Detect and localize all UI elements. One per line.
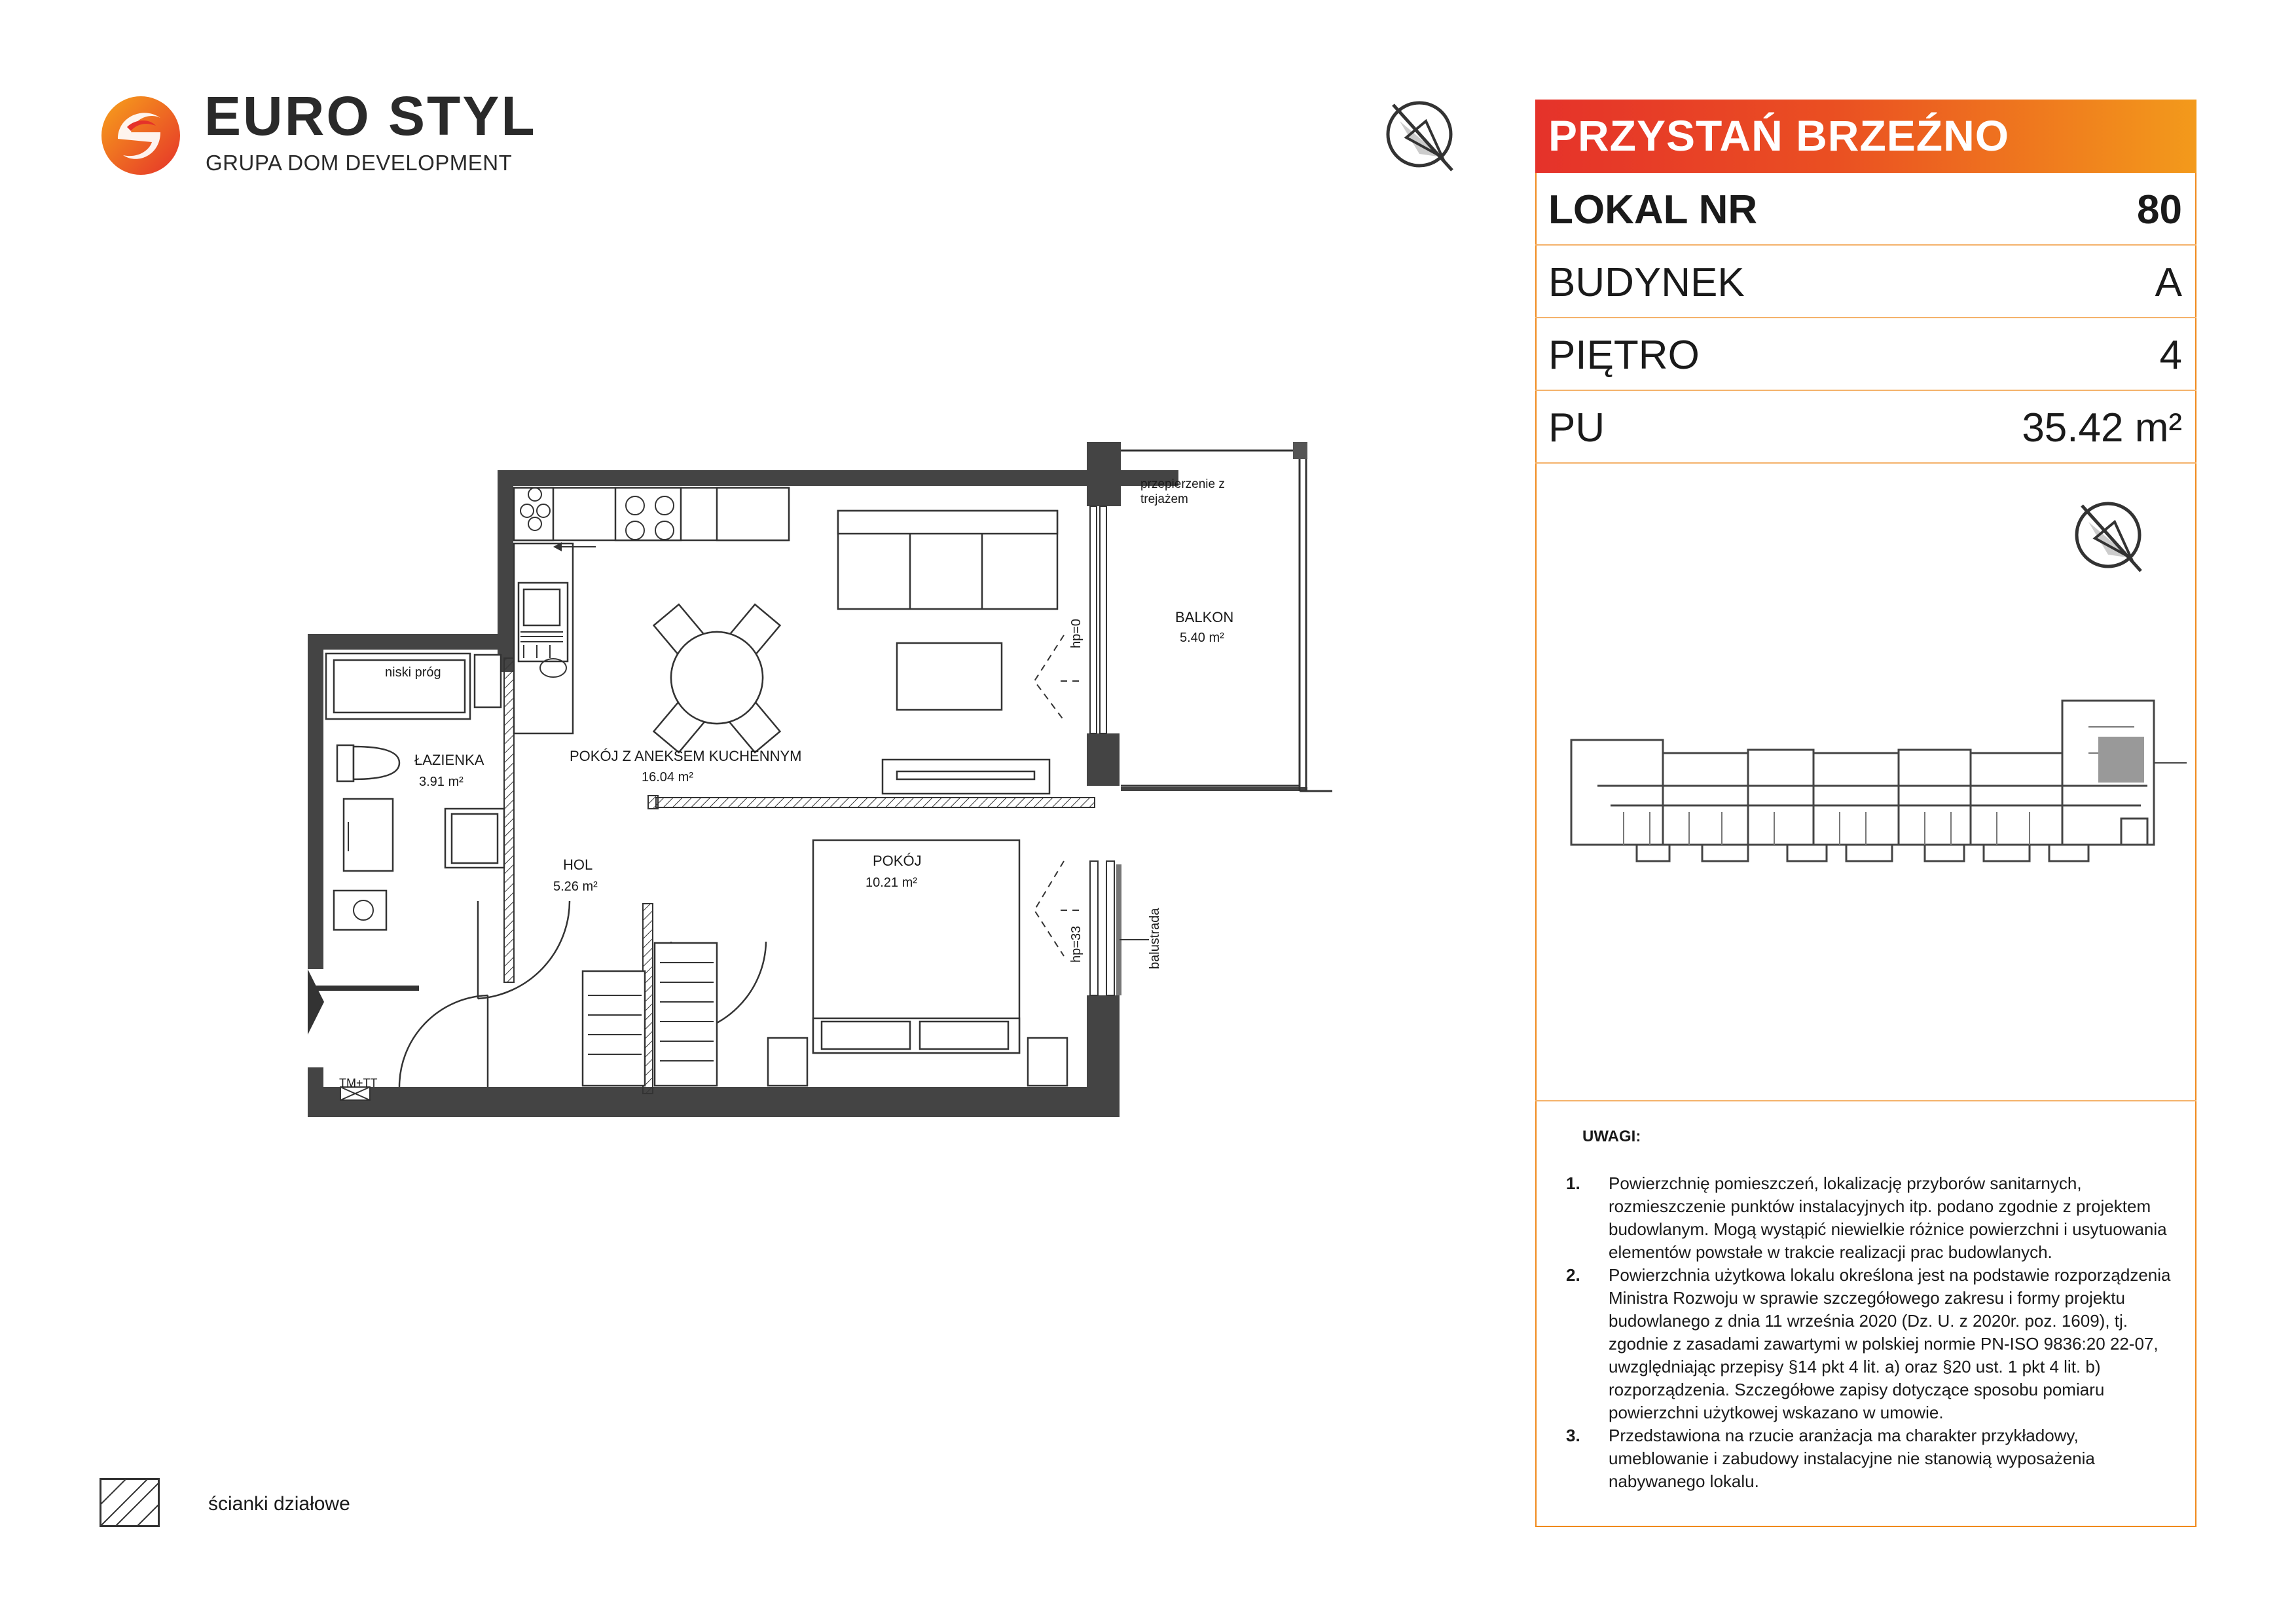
note-line: Powierzchnia użytkowa lokalu określona jest na podstawie rozporządzenia xyxy=(1609,1265,2171,1285)
note-line: Ministra Rozwoju w sprawie szczegółowego zakresu i formy projektu xyxy=(1609,1288,2125,1308)
panel-divider xyxy=(1535,1100,2196,1101)
note-line: zgodnie z zasadami zawartymi w polskiej normie PN-ISO 9836:20 22-07, xyxy=(1609,1334,2159,1354)
note-number: 2. xyxy=(1566,1265,1580,1285)
info-label-budynek: BUDYNEK xyxy=(1548,260,1745,305)
annotation-tm: TM+TT xyxy=(339,1077,378,1090)
note-line: uwzględniając przepisy §14 pkt 4 lit. a) oraz §20 ust. 1 pkt 4 lit. b) xyxy=(1609,1357,2101,1376)
note-line: umeblowanie i zabudowy instalacyjne nie stanowią wyposażenia xyxy=(1609,1449,2095,1468)
note-line: Powierzchnię pomieszczeń, lokalizację przyborów sanitarnych, xyxy=(1609,1173,2082,1193)
annotation-balustrada: balustrada xyxy=(1148,908,1162,969)
note-line: budowlanym. Mogą wystąpić niewielkie różnice powierzchni i usytuowania xyxy=(1609,1219,2167,1239)
note-number: 3. xyxy=(1566,1426,1580,1445)
room-area: 3.91 m² xyxy=(419,775,464,789)
brand-logo-icon xyxy=(98,93,183,178)
note-line: budowlanego z dnia 11 września 2020 (Dz. U. z 2020r. poz. 1609), tj. xyxy=(1609,1311,2128,1331)
room-label: POKÓJ xyxy=(873,853,922,869)
note-text xyxy=(1609,1264,2185,1424)
legend-label: ścianki działowe xyxy=(208,1493,350,1515)
info-value-budynek: A xyxy=(2155,260,2182,305)
info-value-lokal: 80 xyxy=(2137,187,2182,232)
info-label-lokal: LOKAL NR xyxy=(1548,187,1758,232)
annotation-hp0: hp=0 xyxy=(1069,618,1084,648)
info-row-pietro xyxy=(1535,318,2196,391)
note-line: Przedstawiona na rzucie aranżacja ma charakter przykładowy, xyxy=(1609,1426,2079,1445)
annotation-niski-prog: niski próg xyxy=(385,665,441,680)
notes-title: UWAGI: xyxy=(1582,1128,1641,1145)
note-text xyxy=(1609,1424,2185,1493)
room-area: 5.26 m² xyxy=(553,879,598,894)
info-row-budynek xyxy=(1535,246,2196,318)
note-line: elementów powstałe w trakcie realizacji prac budowlanych. xyxy=(1609,1242,2052,1262)
info-label-pu: PU xyxy=(1548,405,1605,451)
room-area: 5.40 m² xyxy=(1180,631,1224,645)
annotation-hp33: hp=33 xyxy=(1069,925,1084,963)
room-label: ŁAZIENKA xyxy=(414,752,484,768)
info-value-pietro: 4 xyxy=(2159,333,2182,378)
room-label: POKÓJ Z ANEKSEM KUCHENNYM xyxy=(570,748,802,764)
note-line: powierzchni użytkowej wskazano w umowie. xyxy=(1609,1403,1944,1422)
info-value-pu: 35.42 m² xyxy=(2022,405,2182,451)
room-label: HOL xyxy=(563,857,593,873)
project-title: PRZYSTAŃ BRZEŹNO xyxy=(1548,111,2010,160)
building-key-plan xyxy=(1558,688,2187,897)
info-row-lokal xyxy=(1535,173,2196,246)
annotation-przepierzenie: przepierzenie z xyxy=(1140,477,1225,491)
info-row-pu xyxy=(1535,391,2196,464)
note-line: rozporządzenia. Szczegółowe zapisy dotyczące sposobu pomiaru xyxy=(1609,1380,2105,1399)
annotation-trejazem: trejażem xyxy=(1140,492,1188,506)
room-area: 16.04 m² xyxy=(642,770,693,784)
note-text xyxy=(1609,1172,2185,1264)
brand-subtitle: GRUPA DOM DEVELOPMENT xyxy=(206,151,513,175)
floor-plan xyxy=(288,432,1336,1126)
note-number: 1. xyxy=(1566,1173,1580,1193)
north-compass-icon xyxy=(2069,492,2154,578)
room-area: 10.21 m² xyxy=(866,876,917,890)
north-compass-icon xyxy=(1380,92,1465,177)
note-line: nabywanego lokalu. xyxy=(1609,1471,1759,1491)
note-line: rozmieszczenie punktów instalacyjnych itp. podano zgodnie z projektem xyxy=(1609,1196,2151,1216)
brand-name: EURO STYL xyxy=(204,85,537,147)
info-label-pietro: PIĘTRO xyxy=(1548,333,1700,378)
room-label: BALKON xyxy=(1175,609,1234,625)
partition-wall-hatch-icon xyxy=(100,1478,160,1527)
